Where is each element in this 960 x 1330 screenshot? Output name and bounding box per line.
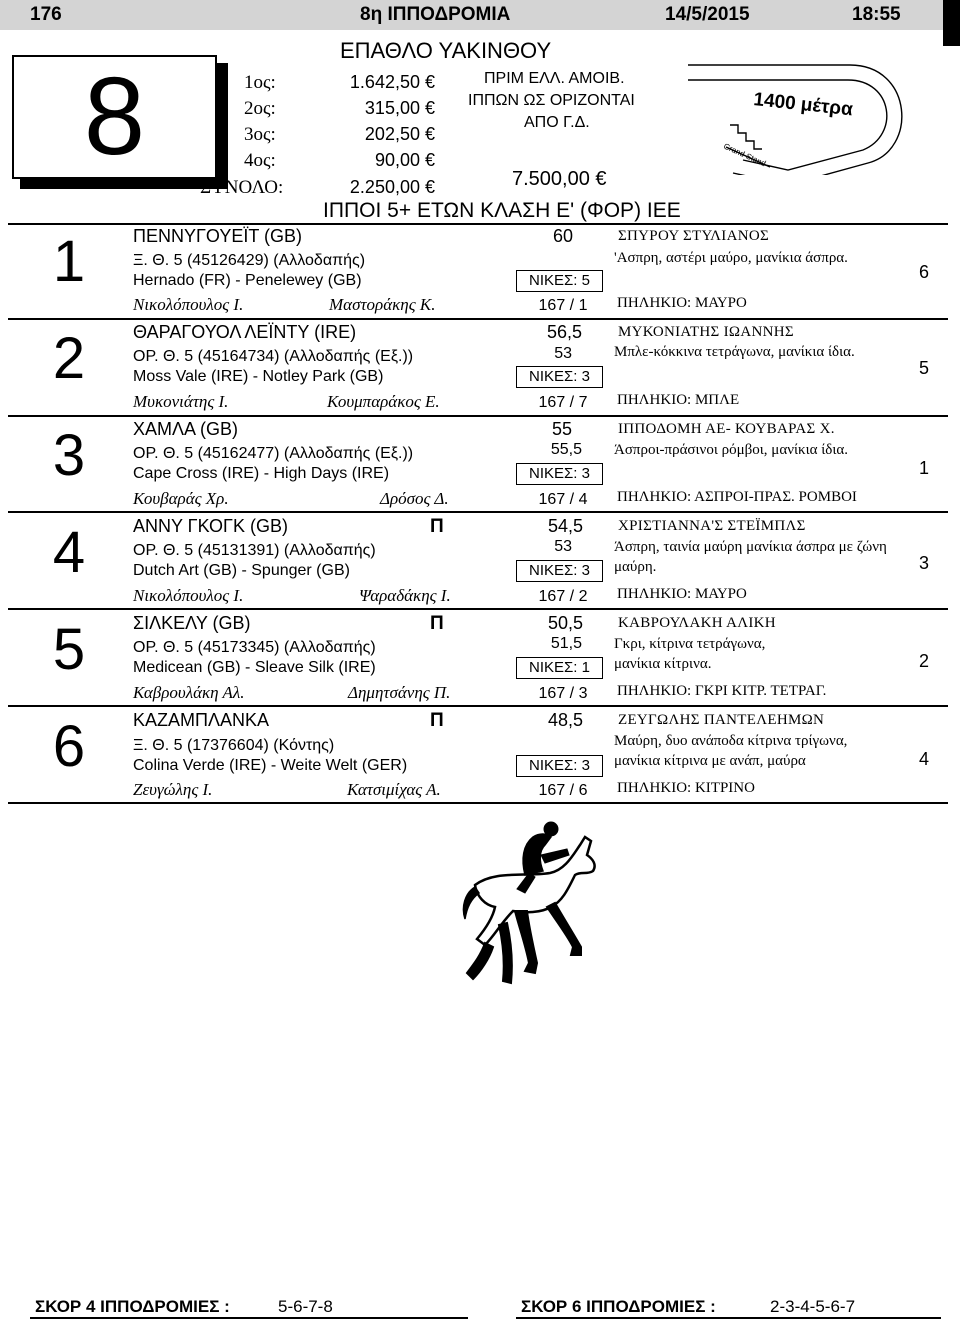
jockey-name: Καβρουλάκη Αλ. [133,683,245,702]
trainer-name: Δρόσος Δ. [380,489,449,508]
flag-p: Π [430,613,444,634]
weight-allowance: 51,5 [550,635,582,652]
weight-allowance: 53 [554,538,572,555]
weight: 50,5 [547,613,583,633]
wins-box: ΝΙΚΕΣ: 3 [516,463,603,485]
helmet-color: ΠΗΛΗΚΙΟ: ΚΙΤΡΙΝΟ [617,780,755,796]
horse-details: ΟΡ. Θ. 5 (45173345) (Αλλοδαπής) [133,639,376,656]
owner-name: ΖΕΥΓΩΛΗΣ ΠΑΝΤΕΛΕΗΜΩΝ [618,712,825,728]
helmet-color: ΠΗΛΗΚΙΟ: ΜΑΥΡΟ [617,586,747,602]
owner-name: ΙΠΠΟΔΟΜΗ ΑΕ- ΚΟΥΒΑΡΑΣ Χ. [618,421,835,437]
prize-value-2: 315,00 € [364,98,435,118]
flag-p: Π [430,516,444,537]
wins-box: ΝΙΚΕΣ: 3 [516,366,603,388]
rating: 167 / 6 [538,782,588,799]
horse-details: ΟΡ. Θ. 5 (45162477) (Αλλοδαπής (Εξ.)) [133,445,414,462]
entry-number: 4 [52,520,86,585]
prize-value-1: 1.642,50 € [349,72,435,92]
silks-colors: Άσπροι-πράσινοι ρόμβοι, μανίκια ίδια. [614,442,848,458]
silks-colors: Άσπρη, ταινία μαύρη μανίκια άσπρα με ζώνη μαύρη. [614,539,887,575]
weight: 56,5 [546,322,582,342]
header-edge-marker [943,0,960,46]
page-number: 176 [30,4,62,25]
race-title: ΕΠΑΘΛΟ ΥΑΚΙΝΘΟΥ [340,38,552,63]
entry-number: 5 [52,617,86,682]
bonus-total: 7.500,00 € [512,168,607,190]
horse-pedigree: Moss Vale (IRE) - Notley Park (GB) [133,368,384,385]
horse-name: ΧΑΜΛΑ (GB) [133,419,239,439]
prize-total-value: 2.250,00 € [349,177,435,197]
wins-box: ΝΙΚΕΣ: 5 [516,270,603,292]
race-number-box [12,55,217,179]
jockey-name: Νικολόπουλος Ι. [133,295,244,314]
jockey-name: Ζευγώλης Ι. [133,780,213,799]
horse-details: Ξ. Θ. 5 (45126429) (Αλλοδαπής) [133,252,366,269]
trainer-name: Μαστοράκης Κ. [329,295,436,314]
track-distance: 1400 μέτρα [752,89,854,121]
wins-box: ΝΙΚΕΣ: 1 [516,657,603,679]
score6-value: 2-3-4-5-6-7 [770,1297,856,1316]
horse-details: ΟΡ. Θ. 5 (45131391) (Αλλοδαπής) [133,542,376,559]
rating: 167 / 2 [538,588,588,605]
prize-label-4: 4ος: [244,150,276,171]
prize-total-label: ΣΥΝΟΛΟ: [200,177,284,198]
bonus-line-2: ΙΠΠΩΝ ΩΣ ΟΡΙΖΟΝΤΑΙ [468,92,635,109]
jockey-name: Νικολόπουλος Ι. [133,586,244,605]
horse-pedigree: Hernado (FR) - Penelewey (GB) [133,272,362,289]
silks-colors: 'Ασπρη, αστέρι μαύρο, μανίκια άσπρα. [614,250,848,266]
entry-separator [8,318,948,320]
draw-number: 4 [918,749,929,769]
draw-number: 3 [918,553,929,573]
draw-number: 6 [918,262,929,282]
bonus-line-1: ΠΡΙΜ ΕΛΛ. ΑΜΟΙΒ. [484,70,625,87]
entry-number: 1 [52,229,86,294]
weight-allowance: 53 [554,345,572,362]
horse-jockey-icon [455,815,615,1005]
weight: 55 [551,419,572,439]
weight-allowance: 55,5 [550,441,582,458]
horse-name: ΣΙΛΚΕΛΥ (GB) [133,613,251,633]
weight: 48,5 [547,710,583,730]
entry-separator [8,511,948,513]
horse-name: ΚΑΖΑΜΠΛΑΝΚΑ [133,710,270,730]
horse-name: ΑΝΝΥ ΓΚΟΓΚ (GB) [133,516,288,536]
table-top-rule [8,223,948,225]
bonus-line-3: ΑΠΟ Γ.Δ. [524,114,590,131]
owner-name: ΜΥΚΟΝΙΑΤΗΣ ΙΩΑΝΝΗΣ [618,324,794,340]
entry-number: 3 [52,423,86,488]
prize-label-2: 2ος: [244,98,276,119]
jockey-name: Κουβαράς Χρ. [133,489,229,508]
race-number: 8 [83,55,146,178]
score4-value: 5-6-7-8 [278,1297,333,1316]
grand-stand-label: Grand Stand [722,141,768,169]
prize-label-1: 1ος: [244,72,276,93]
helmet-color: ΠΗΛΗΚΙΟ: ΜΠΛΕ [617,392,740,408]
race-label: 8η ΙΠΠΟΔΡΟΜΙΑ [360,4,511,25]
entry-separator [8,705,948,707]
horse-pedigree: Colina Verde (IRE) - Weite Welt (GER) [133,757,408,774]
race-date: 14/5/2015 [665,4,750,25]
trainer-name: Κατσιμίχας Α. [347,780,441,799]
owner-name: ΣΠΥΡΟΥ ΣΤΥΛΙΑΝΟΣ [618,228,770,244]
silks-colors: Γκρι, κίτρινα τετράγωνα, μανίκια κίτρινα. [614,636,766,672]
wins-box: ΝΙΚΕΣ: 3 [516,755,603,777]
prize-value-4: 90,00 € [374,150,435,170]
draw-number: 1 [918,458,929,478]
trainer-name: Κουμπαράκος Ε. [327,392,440,411]
owner-name: ΚΑΒΡΟΥΛΑΚΗ ΑΛΙΚΗ [618,615,776,631]
score6-label: ΣΚΟΡ 6 ΙΠΠΟΔΡΟΜΙΕΣ : [521,1297,716,1316]
horse-name: ΠΕΝΝΥΓΟΥΕΪΤ (GB) [133,226,303,246]
silks-colors: Μαύρη, δυο ανάποδα κίτρινα τρίγωνα, μανίκια κίτρινα με ανάπ, μαύρα [614,733,848,769]
entry-number: 2 [52,326,86,391]
rating: 167 / 1 [538,297,588,314]
trainer-name: Ψαραδάκης Ι. [359,586,451,605]
weight: 54,5 [547,516,583,536]
helmet-color: ΠΗΛΗΚΙΟ: ΜΑΥΡΟ [617,295,747,311]
flag-p: Π [430,710,444,731]
horse-details: Ξ. Θ. 5 (17376604) (Κόντης) [133,737,335,754]
rating: 167 / 3 [538,685,588,702]
horse-pedigree: Medicean (GB) - Sleave Silk (IRE) [133,659,376,676]
track-diagram [668,55,913,175]
entry-separator [8,415,948,417]
entry-separator [8,608,948,610]
jockey-name: Μυκονιάτης Ι. [133,392,229,411]
rating: 167 / 7 [538,394,588,411]
helmet-color: ΠΗΛΗΚΙΟ: ΓΚΡΙ ΚΙΤΡ. ΤΕΤΡΑΓ. [617,683,827,699]
race-time: 18:55 [852,4,901,25]
entry-number: 6 [52,714,86,779]
draw-number: 5 [918,358,929,378]
prize-value-3: 202,50 € [364,124,435,144]
helmet-color: ΠΗΛΗΚΙΟ: ΑΣΠΡΟΙ-ΠΡΑΣ. ΡΟΜΒΟΙ [617,489,857,505]
weight: 60 [552,226,573,246]
rating: 167 / 4 [538,491,588,508]
entry-separator [8,802,948,804]
wins-box: ΝΙΚΕΣ: 3 [516,560,603,582]
silks-colors: Μπλε-κόκκινα τετράγωνα, μανίκια ίδια. [614,344,855,360]
draw-number: 2 [918,651,929,671]
owner-name: ΧΡΙΣΤΙΑΝΝΑ'Σ ΣΤΕΪΜΠΛΣ [618,518,806,534]
horse-pedigree: Dutch Art (GB) - Spunger (GB) [133,562,350,579]
trainer-name: Δημητσάνης Π. [348,683,451,702]
race-conditions: ΙΠΠΟΙ 5+ ΕΤΩΝ ΚΛΑΣΗ Ε' (ΦΟΡ) ΙΕΕ [323,199,681,222]
horse-name: ΘΑΡΑΓΟΥΟΛ ΛΕΪΝΤΥ (IRE) [133,322,357,342]
score4-label: ΣΚΟΡ 4 ΙΠΠΟΔΡΟΜΙΕΣ : [35,1297,230,1316]
prize-label-3: 3ος: [244,124,276,145]
horse-pedigree: Cape Cross (IRE) - High Days (IRE) [133,465,390,482]
horse-details: ΟΡ. Θ. 5 (45164734) (Αλλοδαπής (Εξ.)) [133,348,414,365]
